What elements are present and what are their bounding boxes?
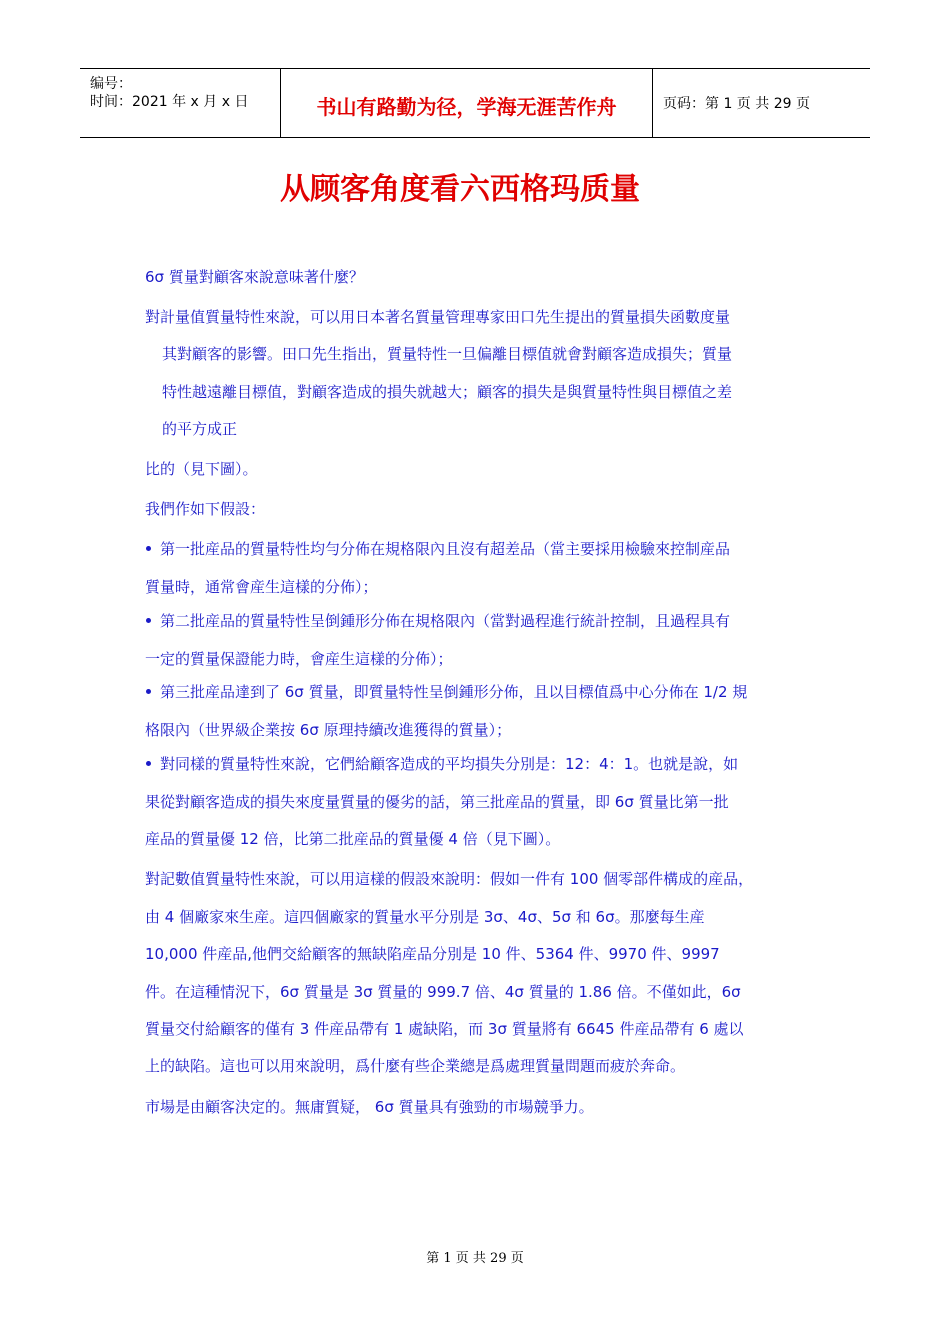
paragraph-line: 由 4 個廠家來生産。這四個廠家的質量水平分別是 3σ、4σ、5σ 和 6σ。那麼每生産 (145, 908, 705, 926)
paragraph-line: 10,000 件産品,他們交給顧客的無缺陷産品分別是 10 件、5364 件、9970 件、9997 (145, 945, 720, 963)
page-code: 页码：第 1 页 共 29 页 (663, 96, 810, 112)
bullet-line: 果從對顧客造成的損失來度量質量的優劣的話，第三批産品的質量，即 6σ 質量比第一批 (145, 793, 729, 811)
bullet-line: 第三批産品達到了 6σ 質量，即質量特性呈倒鍾形分佈，且以目標值爲中心分佈在 1/2 規 (160, 683, 748, 701)
paragraph-line: 特性越遠離目標值，對顧客造成的損失就越大；顧客的損失是與質量特性與目標值之差 (162, 383, 733, 401)
number-label: 编号： (90, 76, 132, 92)
bullet-line: 對同樣的質量特性來說，它們給顧客造成的平均損失分別是：12：4：1。也就是說，如 (160, 755, 739, 773)
bullet-line: 一定的質量保證能力時，會産生這樣的分佈）； (145, 650, 453, 668)
bullet-line: 第二批産品的質量特性呈倒鍾形分佈在規格限內（當對過程進行統計控制，且過程具有 (160, 612, 731, 630)
bullet-line: 質量時，通常會産生這樣的分佈）； (145, 578, 378, 596)
bullet-line: 第一批産品的質量特性均勻分佈在規格限內且沒有超差品（當主要採用檢驗來控制産品 (160, 540, 731, 558)
header-motto-cell (281, 69, 653, 137)
bullet-icon (146, 761, 151, 766)
header-table (80, 68, 870, 138)
header-info-cell (80, 69, 281, 137)
paragraph-line: 件。在這種情況下，6σ 質量是 3σ 質量的 999.7 倍、4σ 質量的 1.86 倍。不僅如此，6σ (145, 983, 741, 1001)
paragraph-line: 質量交付給顧客的僅有 3 件産品帶有 1 處缺陷，而 3σ 質量將有 6645 件産品帶有 6 處以 (145, 1020, 744, 1038)
paragraph-line: 比的（見下圖）。 (145, 460, 258, 478)
bullet-icon (146, 689, 151, 694)
paragraph-line: 6σ 質量對顧客來說意味著什麼？ (145, 268, 364, 286)
bullet-line: 格限內（世界級企業按 6σ 原理持續改進獲得的質量）； (145, 721, 512, 739)
paragraph-line: 對記數值質量特性來說，可以用這樣的假設來說明：假如一件有 100 個零部件構成的産品， (145, 870, 754, 888)
paragraph-line: 上的缺陷。這也可以用來說明，爲什麼有些企業總是爲處理質量問題而疲於奔命。 (145, 1057, 686, 1075)
header-page-cell (653, 69, 870, 137)
motto: 书山有路勤为径，学海无涯苦作舟 (316, 95, 617, 119)
paragraph-line: 對計量值質量特性來說，可以用日本著名質量管理專家田口先生提出的質量損失函數度量 (145, 308, 731, 326)
paragraph-line: 市場是由顧客決定的。無庸質疑， 6σ 質量具有強勁的市場競爭力。 (145, 1098, 594, 1116)
page-footer: 第 1 页 共 29 页 (426, 1251, 524, 1266)
bullet-icon (146, 618, 151, 623)
paragraph-line: 的平方成正 (162, 420, 238, 438)
time-label: 时间：2021 年 x 月 x 日 (90, 94, 249, 110)
bullet-line: 産品的質量優 12 倍，比第二批産品的質量優 4 倍（見下圖）。 (145, 830, 561, 848)
paragraph-line: 其對顧客的影響。田口先生指出，質量特性一旦偏離目標值就會對顧客造成損失；質量 (162, 345, 733, 363)
paragraph-line: 我們作如下假設： (145, 500, 266, 518)
page-title: 从顾客角度看六西格玛质量 (280, 172, 640, 207)
bullet-icon (146, 546, 151, 551)
